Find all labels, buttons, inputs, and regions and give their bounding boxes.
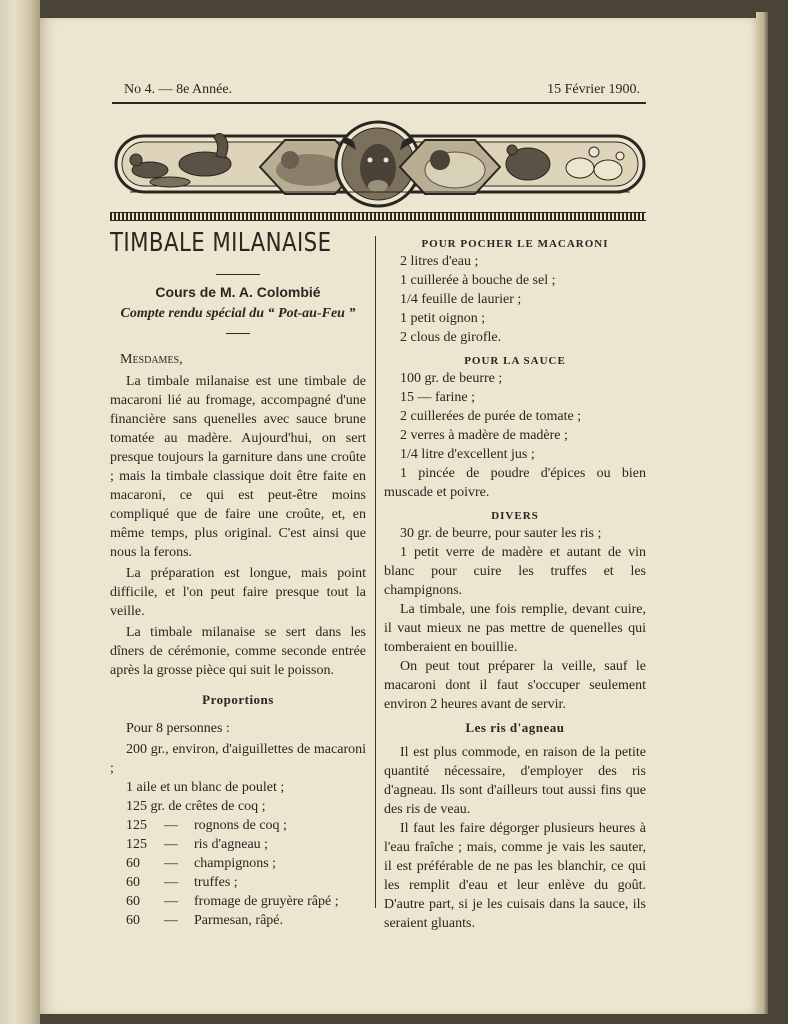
ingredient-row	[110, 835, 339, 854]
header-rule	[112, 102, 646, 104]
ingredient-qty: 60	[126, 875, 140, 890]
ingredient-name: truffes ;	[194, 875, 238, 890]
left-column	[110, 228, 366, 930]
ingredient-row	[110, 854, 339, 873]
ingredient-row	[110, 911, 339, 930]
page-edge	[756, 12, 768, 1014]
column-divider	[375, 236, 376, 908]
proportions-heading: Proportions	[202, 692, 274, 707]
pocher-heading: POUR POCHER LE MACARONI	[421, 238, 609, 250]
ris-paragraph-2: Il faut les faire dégorger plusieurs heures à l'eau fraîche ; mais, comme je vais les sauter, il est préférable de ne pas les blanchir, ce qui les remplit d'eau et leur enlève du goût. D'autre part, si je les cuisais dans la sauce, ils seraient gluants.	[384, 821, 646, 931]
decorative-banner	[110, 112, 650, 212]
sauce-heading: POUR LA SAUCE	[464, 355, 566, 367]
ditto-dash: —	[164, 913, 178, 928]
intro-paragraph-2: La préparation est longue, mais point difficile, et l'on peut faire presque tout la veille.	[110, 566, 366, 619]
ingredient-row	[110, 892, 339, 911]
sauce-item: 2 verres à madère de madère ;	[400, 428, 568, 443]
title-rule	[216, 274, 260, 275]
ingredient-name: ris d'agneau ;	[194, 837, 269, 852]
author-line: Cours de M. A. Colombié	[155, 284, 321, 300]
ingredient-row	[110, 816, 339, 835]
divers-paragraph: La timbale, une fois remplie, devant cuire, il vaut mieux ne pas mettre de quenelles qui tomberaient en bouillie.	[384, 602, 646, 655]
issue-date: 15 Février 1900.	[547, 82, 640, 97]
persons-line: Pour 8 personnes :	[126, 721, 230, 736]
divers-paragraph: On peut tout préparer la veille, sauf le macaroni dont il faut s'occuper seulement environ 2 heures avant de servir.	[384, 659, 646, 712]
book-spine	[0, 0, 40, 1024]
ingredient-table	[110, 816, 339, 930]
report-line: Compte rendu spécial du “ Pot-au-Feu ”	[120, 306, 356, 321]
ingredient-qty: 125	[126, 818, 147, 833]
divers-item: 30 gr. de beurre, pour sauter les ris ;	[400, 526, 602, 541]
pocher-item: 1/4 feuille de laurier ;	[400, 292, 522, 307]
ingredient-name: rognons de coq ;	[194, 818, 287, 833]
ingredient-qty: 60	[126, 913, 140, 928]
ingredient-row	[110, 873, 339, 892]
intro-paragraph-3: La timbale milanaise se sert dans les dîners de cérémonie, comme seconde entrée après la grosse pièce qui suit le poisson.	[110, 625, 366, 678]
pocher-item: 2 clous de girofle.	[400, 330, 502, 345]
sauce-item: 2 cuillerées de purée de tomate ;	[400, 409, 582, 424]
sauce-item: 1 pincée de poudre d'épices ou bien muscade et poivre.	[384, 466, 646, 500]
page-header	[124, 82, 646, 100]
sauce-item: 1/4 litre d'excellent jus ;	[400, 447, 535, 462]
pocher-item: 1 cuillerée à bouche de sel ;	[400, 273, 556, 288]
right-column	[384, 236, 646, 933]
ingredient-line: 125 gr. de crêtes de coq ;	[126, 799, 266, 814]
salutation: Mesdames,	[120, 352, 183, 367]
ingredient-qty: 125	[126, 837, 147, 852]
issue-number: No 4. — 8e Année.	[124, 82, 233, 97]
sauce-item: 15 — farine ;	[400, 390, 476, 405]
sauce-item: 100 gr. de beurre ;	[400, 371, 503, 386]
author-rule	[226, 333, 250, 334]
ditto-dash: —	[164, 818, 178, 833]
ris-heading: Les ris d'agneau	[465, 720, 565, 735]
ingredient-qty: 60	[126, 856, 140, 871]
ingredient-line: 1 aile et un blanc de poulet ;	[126, 780, 285, 795]
ingredient-name: fromage de gruyère râpé ;	[194, 894, 339, 909]
article-title: TIMBALE MILANAISE	[110, 228, 332, 258]
ditto-dash: —	[164, 875, 178, 890]
ingredient-qty: 60	[126, 894, 140, 909]
ingredient-name: Parmesan, râpé.	[194, 913, 284, 928]
divers-item: 1 petit verre de madère et autant de vin blanc pour cuire les truffes et les champignons.	[384, 545, 646, 598]
ditto-dash: —	[164, 856, 178, 871]
pocher-item: 2 litres d'eau ;	[400, 254, 479, 269]
ingredient-line: 200 gr., environ, d'aiguillettes de macaroni ;	[110, 742, 366, 776]
ditto-dash: —	[164, 894, 178, 909]
ingredient-name: champignons ;	[194, 856, 277, 871]
intro-paragraph-1: La timbale milanaise est une timbale de macaroni lié au fromage, accompagné d'une financière sans quenelles avec sauce brune tomatée au madère. Aujourd'hui, on sert presque toujours la garniture dans une croûte ; mais la timbale classique doit être faite en macaroni, ce qui est peut-être moins compliqué que de faire une croûte, et, en même temps, plus original. C'est ainsi que nous la ferons.	[110, 374, 366, 560]
ornamental-rule	[110, 212, 646, 221]
ris-paragraph-1: Il est plus commode, en raison de la petite quantité nécessaire, d'employer des ris d'agneau. Ils sont d'ailleurs tout aussi fins que des ris de veau.	[384, 745, 646, 817]
pocher-item: 1 petit oignon ;	[400, 311, 486, 326]
ditto-dash: —	[164, 837, 178, 852]
divers-heading: DIVERS	[491, 510, 539, 522]
